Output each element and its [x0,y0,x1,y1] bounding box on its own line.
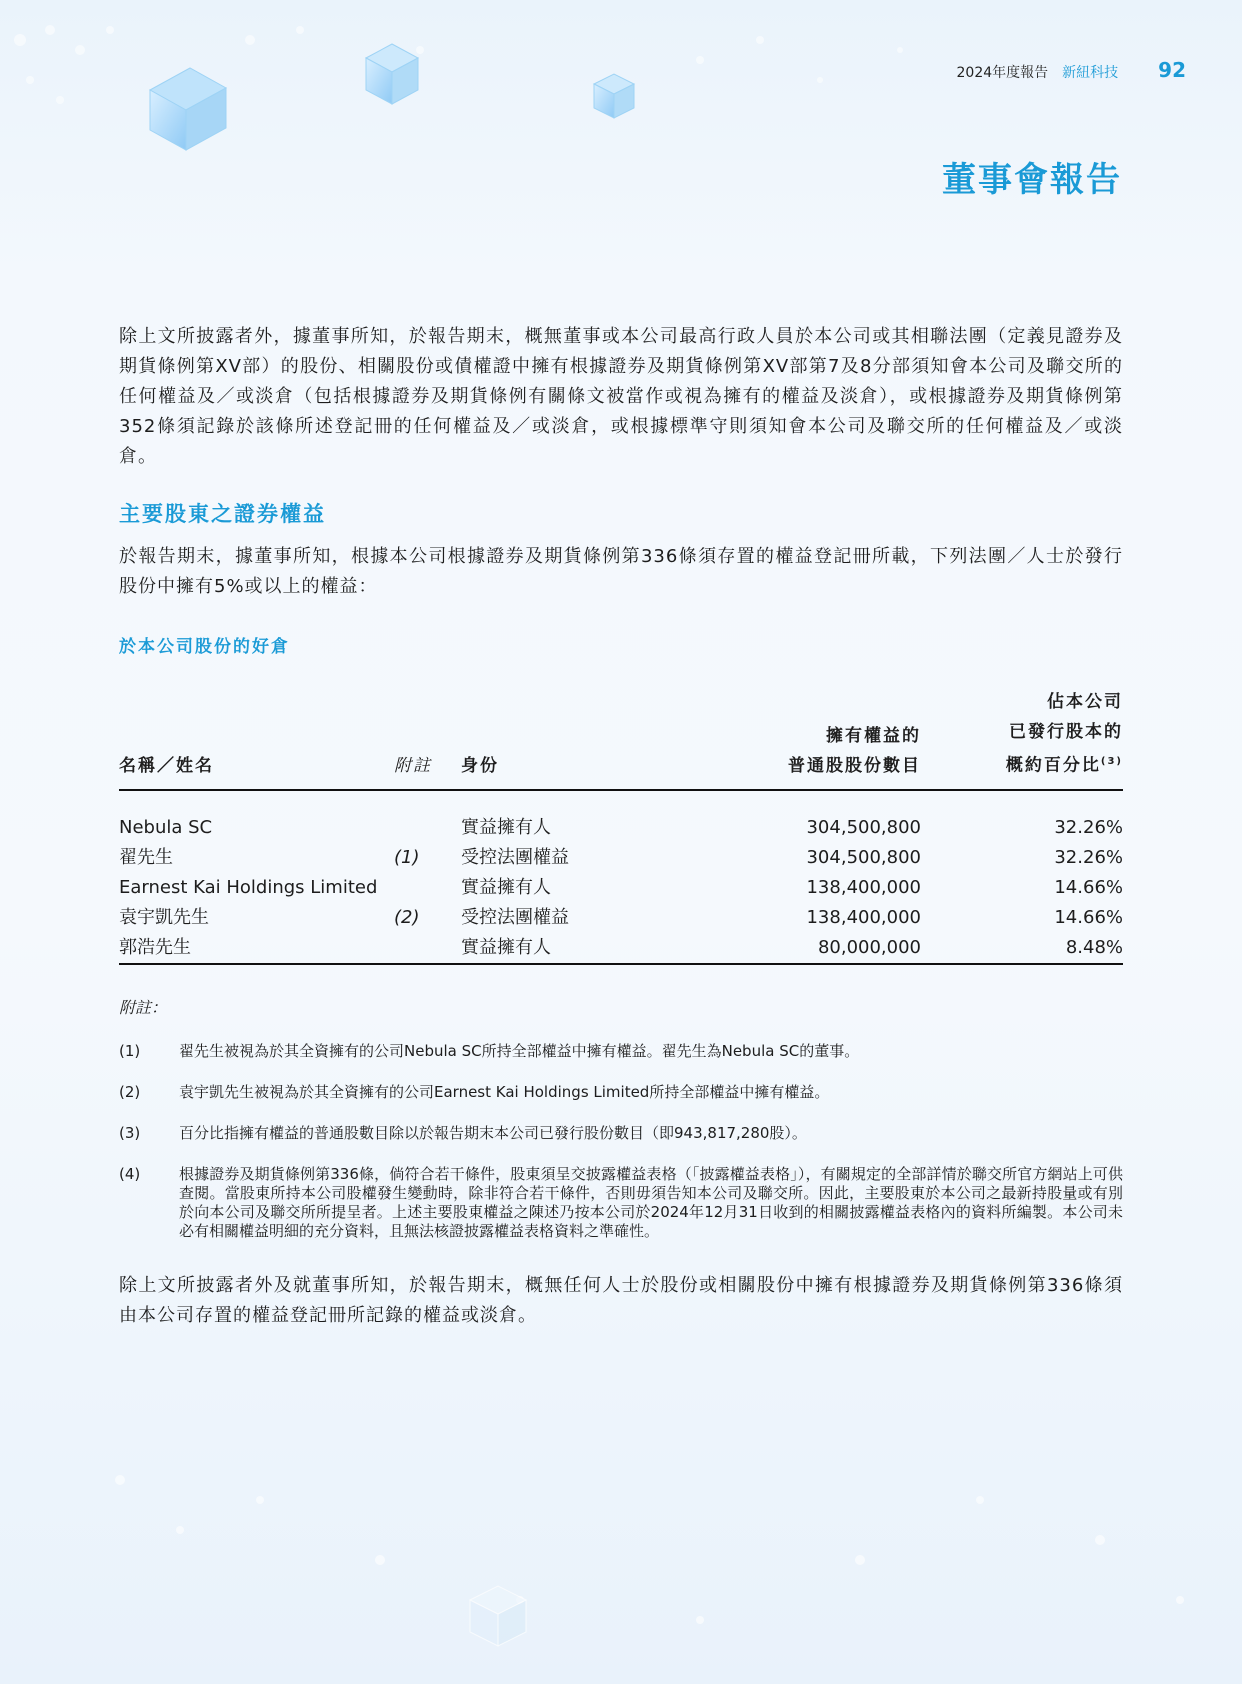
col-header-shares-line1: 擁有權益的 [826,725,921,746]
main-content [119,322,1123,1331]
cell-note [394,873,461,903]
cell-percent: 32.26% [1054,816,1123,838]
table-heading: 於本公司股份的好倉 [119,637,290,657]
cell-capacity: 實益擁有人 [461,933,621,964]
cell-shares: 138,400,000 [806,876,921,898]
note-item [119,1083,1123,1102]
col-header-name: 名稱／姓名 [119,687,394,790]
cell-percent: 14.66% [1054,906,1123,928]
substantial-heading: 主要股東之證券權益 [119,502,326,526]
note-item [119,1124,1123,1143]
cell-percent: 32.26% [1054,846,1123,868]
company-name: 新紐科技 [1062,65,1119,81]
cell-name: 郭浩先生 [119,933,394,964]
cell-note: (2) [394,906,420,928]
note-text: 翟先生被視為於其全資擁有的公司Nebula SC所持全部權益中擁有權益。翟先生為Nebula SC的董事。 [179,1041,860,1060]
table-row [119,933,1123,964]
cell-capacity: 受控法團權益 [461,906,569,928]
final-paragraph: 除上文所披露者外及就董事所知，於報告期末，概無任何人士於股份或相關股份中擁有根據證券及期貨條例第336條須由本公司存置的權益登記冊所記錄的權益或淡倉。 [119,1274,1123,1326]
cell-capacity: 實益擁有人 [461,816,551,838]
page-number: 92 [1158,58,1186,82]
cell-percent: 8.48% [921,933,1123,964]
substantial-paragraph: 於報告期末，據董事所知，根據本公司根據證券及期貨條例第336條須存置的權益登記冊所載，下列法團／人士於發行股份中擁有5%或以上的權益： [119,546,1123,597]
col-header-capacity: 身份 [461,687,621,790]
cube-large [150,68,226,150]
note-text: 袁宇凱先生被視為於其全資擁有的公司Earnest Kai Holdings Limited所持全部權益中擁有權益。 [179,1082,830,1101]
cell-note [394,933,461,964]
page-header [957,58,1186,82]
col-header-percent-line2: 已發行股本的 [1009,722,1123,742]
col-header-percent-ref: (3) [1100,756,1123,767]
cell-capacity: 實益擁有人 [461,876,551,898]
col-header-note: 附註 [394,687,461,790]
notes-label: 附註： [119,997,168,1017]
table-header-row [119,687,1123,790]
table-row [119,903,1123,933]
note-text: 百分比指擁有權益的普通股數目除以於報告期末本公司已發行股份數目（即943,817,280股）。 [179,1123,807,1142]
cell-note [394,813,461,843]
cell-shares: 304,500,800 [806,846,921,868]
cell-capacity: 受控法團權益 [461,846,569,868]
report-label: 2024年度報告 [956,65,1049,81]
table-row [119,873,1123,903]
cube-medium [366,44,418,104]
table-row [119,813,1123,843]
note-item [119,1165,1123,1241]
note-number: (4) [119,1164,141,1183]
cell-percent: 14.66% [1054,876,1123,898]
cell-name: Earnest Kai Holdings Limited [119,876,378,898]
col-header-percent-line1: 佔本公司 [1047,692,1123,712]
cell-name: 翟先生 [119,846,173,868]
col-header-percent-line3: 概約百分比 [1005,755,1101,776]
cube-bottom [470,1586,526,1646]
intro-paragraph: 除上文所披露者外，據董事所知，於報告期末，概無董事或本公司最高行政人員於本公司或其相聯法團（定義見證券及期貨條例第XV部）的股份、相關股份或債權證中擁有根據證券及期貨條例第XV部第7及8分部須知會本公司及聯交所的任何權益及／或淡倉（包括根據證券及期貨條例有關條文被當作或視為擁有的權益及淡倉），或根據證券及期貨條例第352條須記錄於該條所述登記冊的任何權益及／或淡倉，或根據標準守則須知會本公司及聯交所的任何權益及／或淡倉。 [119,326,1123,467]
cell-name: 袁宇凱先生 [119,906,209,928]
col-header-shares [621,687,921,790]
cell-shares: 138,400,000 [806,906,921,928]
table-row [119,843,1123,873]
cell-note: (1) [394,846,420,868]
note-number: (2) [119,1082,141,1101]
cell-shares: 304,500,800 [806,816,921,838]
cell-shares: 80,000,000 [621,933,921,964]
col-header-shares-line2: 普通股股份數目 [788,755,921,776]
note-item [119,1042,1123,1061]
note-number: (1) [119,1041,141,1060]
col-header-percent [921,687,1123,790]
table-spacer-row [119,790,1123,813]
note-text: 根據證券及期貨條例第336條，倘符合若干條件，股東須呈交披露權益表格（「披露權益表格」），有關規定的全部詳情於聯交所官方網站上可供查閱。當股東所持本公司股權發生變動時，除非符合若干條件，否則毋須告知本公司及聯交所。因此，主要股東於本公司之最新持股量或有別於向本公司及聯交所所提呈者。上述主要股東權益之陳述乃按本公司於2024年12月31日收到的相關披露權益表格內的資料所編製。本公司未必有相關權益明細的充分資料，且無法核證披露權益表格資料之準確性。 [179,1164,1123,1240]
note-number: (3) [119,1123,141,1142]
cell-name: Nebula SC [119,816,213,838]
cube-small [594,74,634,118]
holdings-table [119,687,1123,965]
section-title: 董事會報告 [942,160,1122,200]
